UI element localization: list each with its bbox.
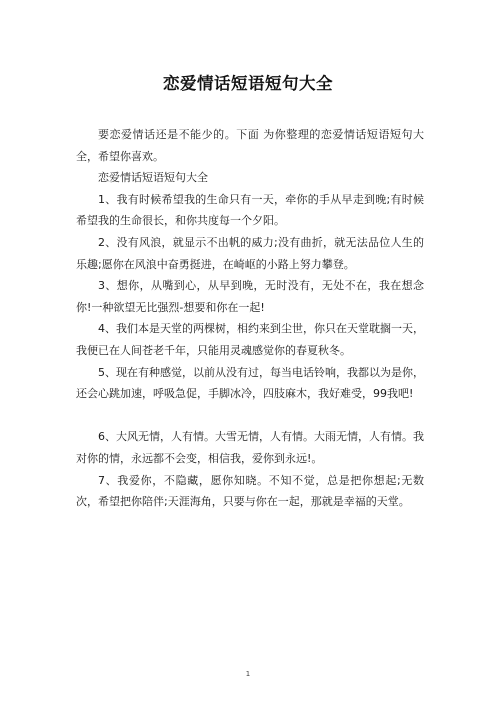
- list-item-3: 3、想你，从嘴到心，从早到晚，无时没有，无处不在，我在想念你!一种欲望无比强烈-想要和你在一起!: [76, 279, 424, 314]
- list-item-6: 6、大风无情，人有情。大雪无情，人有情。大雨无情，人有情。我对你的情，永远都不会变，相信我，爱你到永远!。: [76, 430, 424, 465]
- list-item-7: 7、我爱你，不隐藏，愿你知晓。不知不觉，总是把你想起;无数次，希望把你陪伴;天涯海角，只要与你在一起，那就是幸福的天堂。: [76, 473, 424, 509]
- list-item-2: 2、没有风浪，就显示不出帆的威力;没有曲折，就无法品位人生的乐趣;愿你在风浪中奋勇挺进，在崎岖的小路上努力攀登。: [76, 235, 424, 271]
- document-title: 恋爱情话短语短句大全: [163, 74, 333, 93]
- list-item-1: 1、我有时候希望我的生命只有一天，牵你的手从早走到晚;有时候希望我的生命很长，和你共度每一个夕阳。: [76, 192, 424, 228]
- intro-paragraph: 要恋爱情话还是不能少的。下面 为你整理的恋爱情话短语短句大全，希望你喜欢。: [76, 128, 424, 163]
- list-item-4: 4、我们本是天堂的两棵树，相约来到尘世，你只在天堂耽搁一天，我便已在人间苍老千年，只能用灵魂感觉你的春夏秋冬。: [76, 322, 424, 357]
- document-body: [76, 124, 424, 513]
- list-item-5: 5、现在有种感觉，以前从没有过，每当电话铃响，我都以为是你，还会心跳加速，呼吸急促，手脚冰冷，四肢麻木，我好难受，99我吧!: [76, 365, 424, 401]
- page-number: 1: [245, 670, 251, 678]
- section-heading: 恋爱情话短语短句大全: [98, 171, 208, 185]
- paragraph-gap: [76, 405, 424, 427]
